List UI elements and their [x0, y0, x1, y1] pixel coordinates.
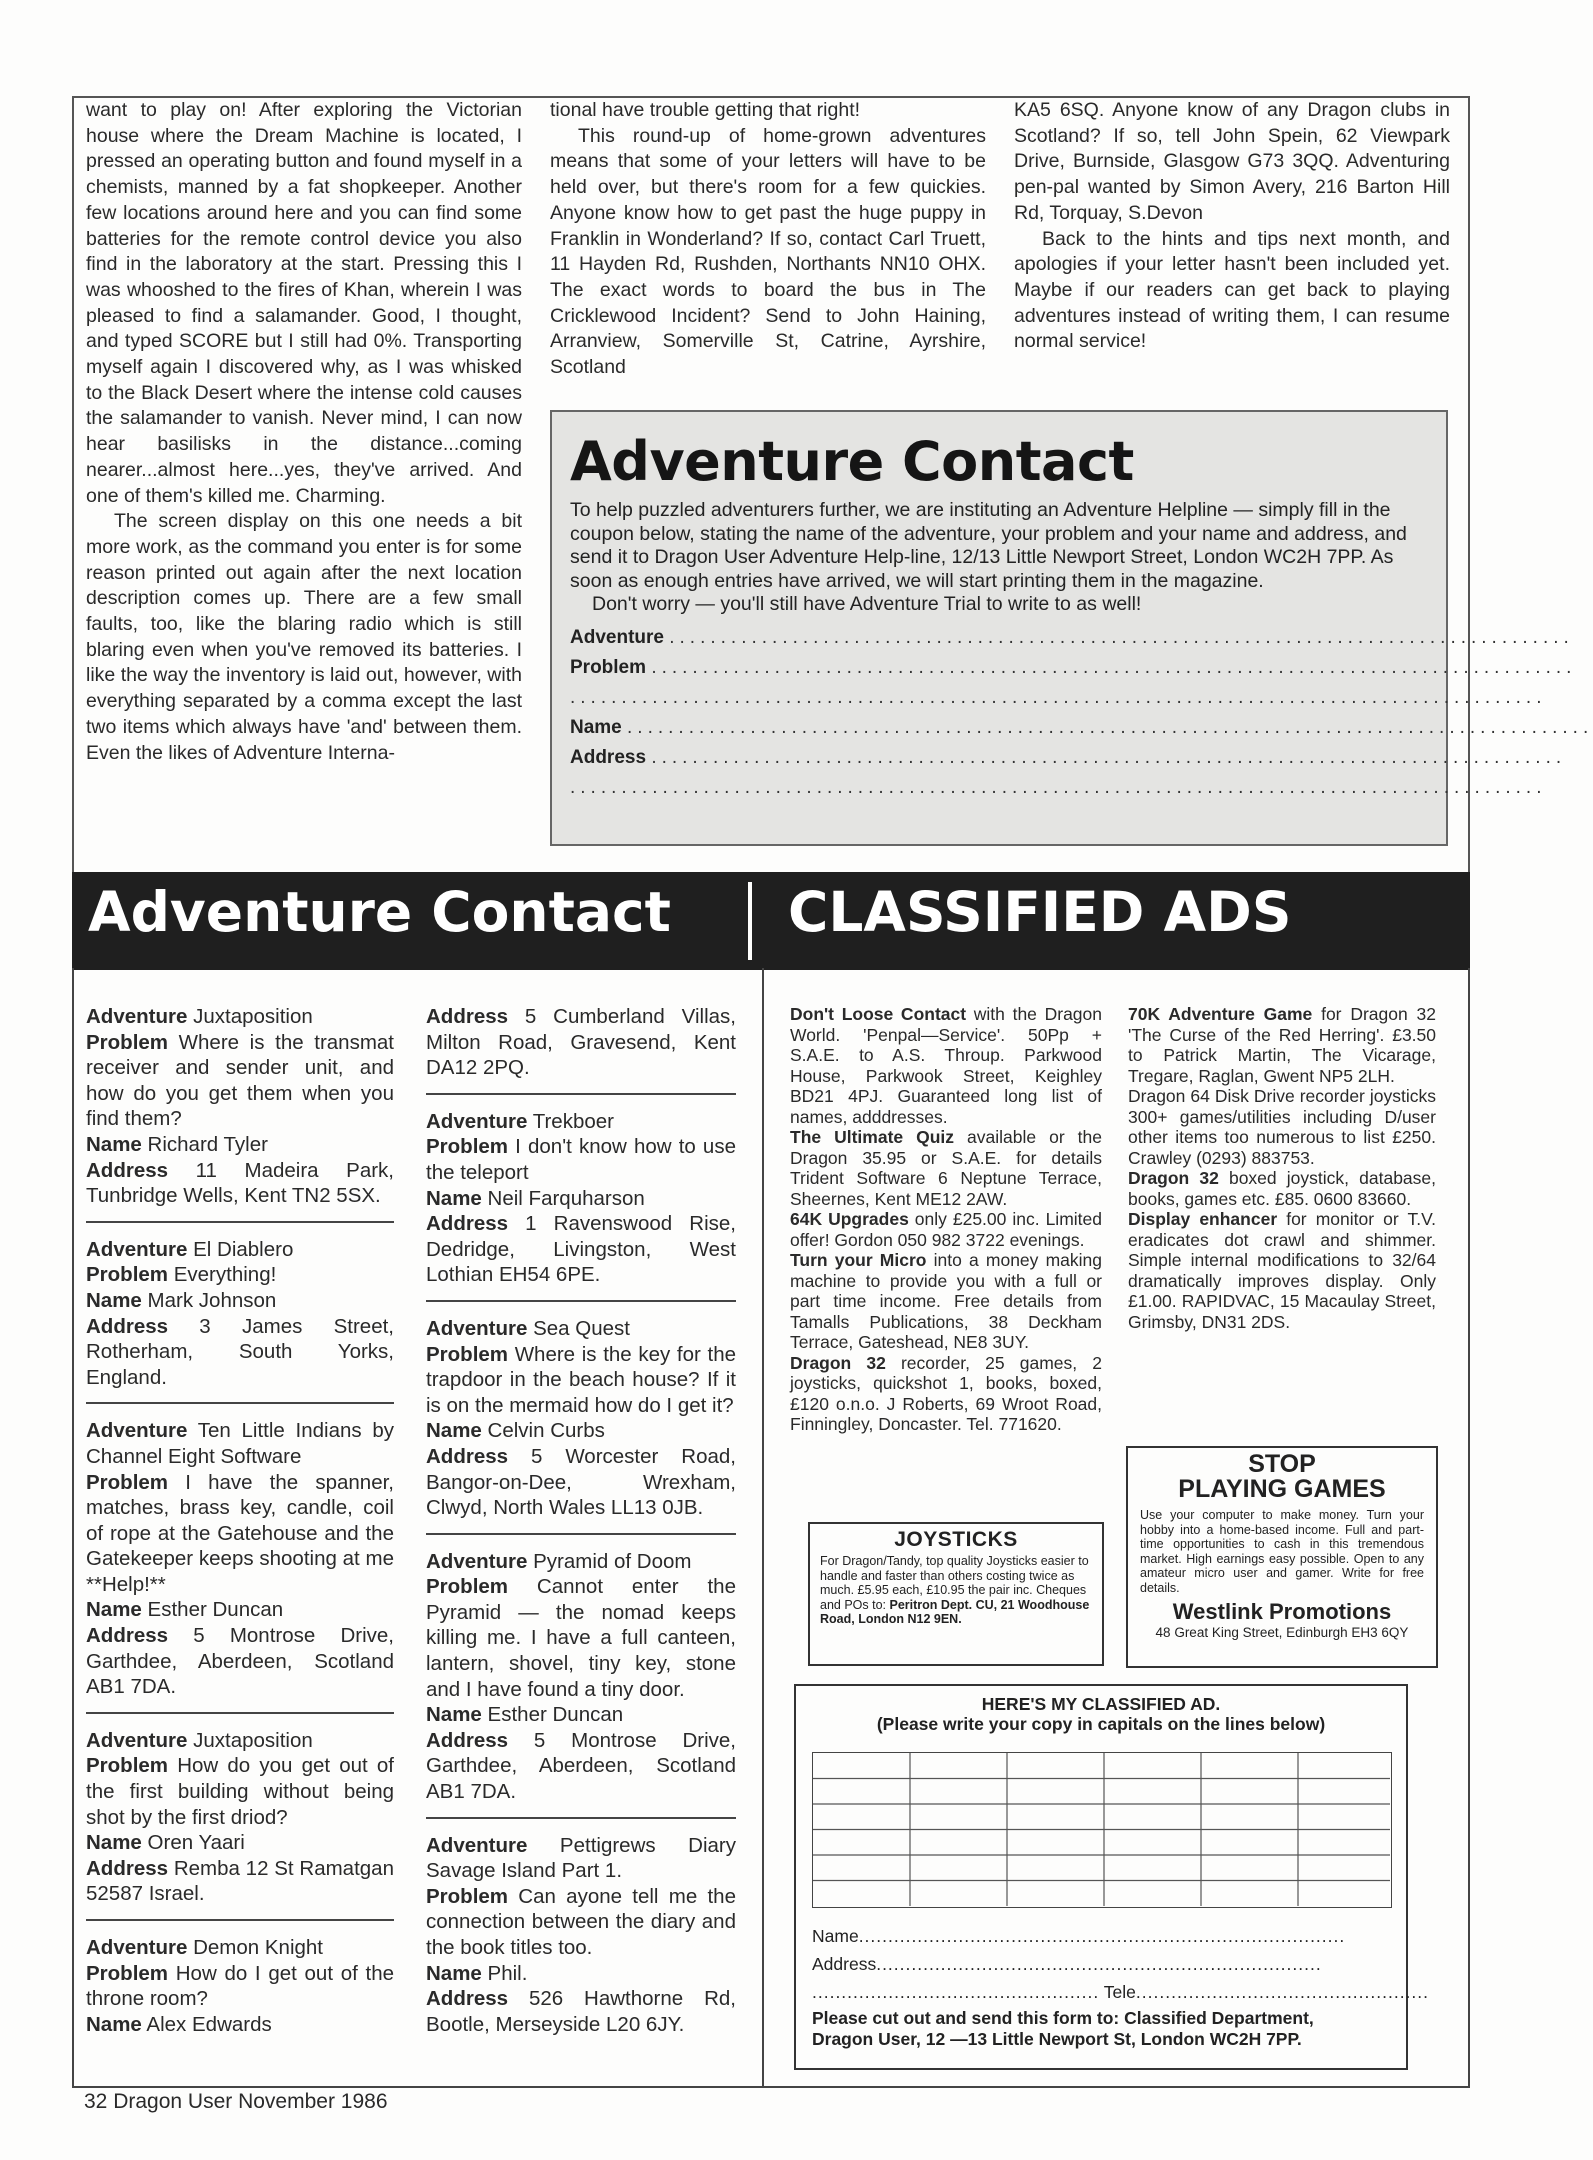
ad-copy-grid-lines — [813, 1753, 1390, 1906]
helpline-field-problem[interactable]: Problem .......................................................................................... — [570, 656, 1577, 678]
contact-address: Address 11 Madeira Park, Tunbridge Wells, Kent TN2 5SX. — [86, 1158, 394, 1208]
article-column-2 — [550, 98, 986, 381]
classified-ad: Dragon 32 recorder, 25 games, 2 joysticks, quickshot 1, books, boxed, £120 o.n.o. J Roberts, 69 Wroot Road, Finningley, Doncaster. Tel. 771620. — [790, 1352, 1102, 1434]
contact-address: Address 1 Ravenswood Rise, Dedridge, Livingston, West Lothian EH54 6PE. — [426, 1212, 737, 1287]
form-send-note: Please cut out and send this form to: Classified Department, Dragon User, 12 —13 Little Newport St, London WC2H 7PP. — [812, 2008, 1314, 2049]
contact-entry — [86, 1728, 394, 1907]
contact-address: Address 5 Cumberland Villas, Milton Road, Gravesend, Kent DA12 2PQ. — [426, 1005, 736, 1080]
contact-adventure: Adventure Ten Little Indians by Channel Eight Software — [86, 1419, 395, 1468]
contact-column-1 — [86, 1004, 394, 2037]
contact-problem: Problem Everything! — [86, 1263, 277, 1287]
entry-separator — [86, 1402, 394, 1404]
classifieds-column-2 — [1128, 1004, 1436, 1332]
stop-company: Westlink Promotions — [1172, 1599, 1392, 1624]
page-footer: 32 Dragon User November 1986 — [84, 2090, 388, 2113]
banner-classified-ads: CLASSIFIED ADS — [788, 880, 1292, 944]
contact-adventure: Adventure El Diablero — [86, 1237, 294, 1261]
contact-name: Name Phil. — [426, 1961, 528, 1985]
contact-entry — [86, 1237, 394, 1391]
contact-problem: Problem I have the spanner, matches, brass key, candle, coil of rope at the Gatehouse and the Gatekeeper keeps shooting at me **Help!** — [86, 1470, 394, 1596]
classified-ad: 64K Upgrades only £25.00 inc. Limited offer! Gordon 050 982 3722 evenings. — [790, 1209, 1102, 1250]
helpline-note: Don't worry — you'll still have Adventure Trial to write to as well! — [592, 593, 1142, 615]
contact-name: Name Alex Edwards — [86, 2012, 272, 2036]
contact-adventure: Adventure Sea Quest — [426, 1316, 630, 1340]
joysticks-ad — [808, 1522, 1104, 1666]
contact-entry — [426, 1549, 736, 1805]
stop-title: STOP — [1248, 1450, 1316, 1478]
contact-problem: Problem Where is the transmat receiver and sender unit, and how do you get them when you find them? — [86, 1030, 394, 1131]
stop-address: 48 Great King Street, Edinburgh EH3 6QY — [1155, 1625, 1409, 1640]
form-title: HERE'S MY CLASSIFIED AD. — [981, 1694, 1221, 1714]
contact-name: Name Mark Johnson — [86, 1288, 277, 1312]
classifieds-column-1 — [790, 1004, 1102, 1435]
article-paragraph: want to play on! After exploring the Victorian house where the Dream Machine is located, I pressed an operating button and found myself in a chemists, manned by a fat shopkeeper. Another few locations around here and you can find some batteries for the remote control device you also find in the laboratory at the start. Pressing this I was whooshed to the fires of Khan, wherein I was pleased to find a salamander. Good, I thought, and typed SCORE but I still had 0%. Transporting myself again I discovered why, as I was whisked to the Black Desert where the intense cold causes the salamander to vanish. Never mind, I can now hear basilisks in the distance...coming nearer...almost here...yes, they've arrived. And one of them's killed me. Charming. — [86, 99, 522, 507]
classified-ad: 70K Adventure Game for Dragon 32 'The Curse of the Red Herring'. £3.50 to Patrick Martin, The Vicarage, Tregare, Raglan, Gwent NP5 2LH. — [1128, 1004, 1436, 1086]
form-address-field[interactable]: Address............................................................................ — [812, 1954, 1322, 1974]
article-paragraph: tional have trouble getting that right! — [550, 99, 861, 121]
helpline-coupon — [550, 410, 1593, 846]
helpline-intro: To help puzzled adventurers further, we are instituting an Adventure Helpline — simply fill in the coupon below, stating the name of the adventure, your problem and your name and address, and send it to Dragon User Adventure Help-line, 12/13 Little Newport Street, London WC2H 7PP. As soon as enough entries have arrived, we will start printing them in the magazine. — [570, 499, 1407, 592]
contact-address: Address 3 James Street, Rotherham, South Yorks, England. — [86, 1314, 394, 1389]
classified-ad: Turn your Micro into a money making machine to provide you with a full or part time income. Free details from Tamalls Publications, 38 Deckham Terrace, Gateshead, NE8 3UY. — [790, 1250, 1102, 1352]
contact-entry — [86, 1004, 394, 1209]
entry-separator — [86, 1712, 394, 1714]
form-tele-field[interactable]: ................................................. Tele.................................................. — [812, 1982, 1430, 2002]
contact-name: Name Richard Tyler — [86, 1132, 268, 1156]
contact-adventure: Adventure Juxtaposition — [86, 1728, 313, 1752]
classified-ad: The Ultimate Quiz available or the Dragon 35.95 or S.A.E. for details Trident Software 6 Neptune Terrace, Sheernes, Kent ME12 2AW. — [790, 1127, 1102, 1209]
contact-problem: Problem Cannot enter the Pyramid — the nomad keeps killing me. I have a full canteen, lantern, shovel, tiny key, stone and I have found a tiny door. — [426, 1575, 736, 1701]
contact-adventure: Adventure Pettigrews Diary Savage Island Part 1. — [426, 1833, 736, 1883]
form-name-field[interactable]: Name................................................................................... — [812, 1926, 1346, 1946]
banner-adventure-contact: Adventure Contact — [88, 880, 671, 944]
contact-name: Name Celvin Curbs — [426, 1419, 605, 1443]
entry-separator — [426, 1300, 736, 1302]
contact-name: Name Esther Duncan — [426, 1703, 624, 1727]
joysticks-title: JOYSTICKS — [894, 1528, 1018, 1551]
column-divider — [762, 968, 764, 2088]
contact-problem: Problem How do you get out of the first building without being shot by the first driod? — [86, 1754, 394, 1829]
entry-separator — [86, 1221, 394, 1223]
contact-problem: Problem Can ayone tell me the connection between the diary and the book titles too. — [426, 1884, 736, 1959]
classified-ad: Dragon 64 Disk Drive recorder joysticks 300+ games/utilities including D/user other items too numerous to list £250. Crawley (0293) 883753. — [1128, 1086, 1436, 1168]
contact-address: Address 5 Montrose Drive, Garthdee, Aberdeen, Scotland AB1 7DA. — [426, 1728, 736, 1804]
contact-address: Address Remba 12 St Ramatgan 52587 Israel. — [86, 1856, 394, 1906]
contact-entry — [426, 1833, 736, 2038]
section-banner — [72, 872, 1470, 970]
classified-ad: Dragon 32 boxed joystick, database, books, games etc. £85. 0600 83660. — [1128, 1168, 1436, 1209]
entry-separator — [426, 1817, 736, 1819]
helpline-field-address-cont[interactable]: ............................................................................................... — [570, 776, 1547, 798]
contact-entry — [426, 1004, 736, 1081]
form-instructions: (Please write your copy in capitals on the lines below) — [876, 1714, 1326, 1734]
contact-adventure: Adventure Trekboer — [426, 1109, 614, 1133]
contact-address: Address 5 Worcester Road, Bangor-on-Dee, Wrexham, Clwyd, North Wales LL13 0JB. — [426, 1444, 737, 1520]
contact-column-2 — [426, 1004, 736, 2037]
article-paragraph: This round-up of home-grown adventures means that some of your letters will have to be held over, but there's room for a few quickies. Anyone know how to get past the huge puppy in Franklin in Wonderland? If so, contact Carl Truett, 11 Hayden Rd, Rushden, Northants NN10 OHX. The exact words to board the bus in The Cricklewood Incident? Send to John Haining, Arranview, Somerville St, Catrine, Ayrshire, Scotland — [550, 124, 986, 379]
entry-separator — [86, 1919, 394, 1921]
contact-entry — [86, 1418, 394, 1700]
article-paragraph: KA5 6SQ. Anyone know of any Dragon clubs in Scotland? If so, tell John Spein, 62 Viewpark Drive, Burnside, Glasgow G73 3QQ. Adventuring pen-pal wanted by Simon Avery, 216 Barton Hill Rd, Torquay, S.Devon — [1014, 99, 1450, 224]
contact-name: Name Esther Duncan — [86, 1598, 284, 1622]
contact-name: Name Oren Yaari — [86, 1831, 245, 1855]
contact-problem: Problem How do I get out of the throne room? — [86, 1961, 394, 2011]
stop-playing-games-ad — [1126, 1446, 1438, 1668]
ad-copy-grid[interactable] — [812, 1752, 1392, 1908]
article-paragraph: Back to the hints and tips next month, and apologies if your letter hasn't been included yet. Maybe if our readers can get back to playing adventures instead of writing them, I can resume normal service! — [1014, 227, 1450, 353]
helpline-field-adventure[interactable]: Adventure ........................................................................................ — [570, 626, 1574, 648]
contact-problem: Problem I don't know how to use the teleport — [426, 1135, 736, 1184]
contact-address: Address 526 Hawthorne Rd, Bootle, Merseyside L20 6JY. — [426, 1987, 736, 2036]
helpline-field-address[interactable]: Address ......................................................................................... — [570, 746, 1567, 768]
contact-entry — [426, 1109, 736, 1288]
contact-name: Name Neil Farquharson — [426, 1186, 645, 1210]
contact-entry — [426, 1316, 736, 1521]
article-column-1 — [86, 98, 522, 766]
helpline-field-name[interactable]: Name .............................................................................................. — [570, 716, 1593, 738]
contact-adventure: Adventure Pyramid of Doom — [426, 1549, 692, 1573]
stop-body: Use your computer to make money. Turn your hobby into a home-based income. Full and part-time opportunities to cash in this tremendous market. High earnings easy possible. Open to any amateur micro user and gamer. Write for free details. — [1140, 1508, 1424, 1595]
classified-ad-form — [794, 1684, 1430, 2070]
contact-adventure: Adventure Demon Knight — [86, 1936, 324, 1959]
stop-subtitle: PLAYING GAMES — [1178, 1475, 1386, 1503]
helpline-title: Adventure Contact — [570, 430, 1134, 493]
contact-address: Address 5 Montrose Drive, Garthdee, Aberdeen, Scotland AB1 7DA. — [86, 1624, 395, 1699]
joysticks-body: For Dragon/Tandy, top quality Joysticks easier to handle and faster than others costing twice as much. £5.95 each, £10.95 the pair inc. Cheques and POs to: Peritron Dept. CU, 21 Woodhouse Road, London N12 9EN. — [820, 1554, 1090, 1626]
contact-entry — [86, 1935, 394, 2037]
contact-problem: Problem Where is the key for the trapdoor in the beach house? If it is on the mermaid how do I get it? — [426, 1342, 737, 1417]
article-column-3 — [1014, 98, 1450, 355]
contact-adventure: Adventure Juxtaposition — [86, 1005, 313, 1028]
classified-ad: Don't Loose Contact with the Dragon World. 'Penpal—Service'. 50Pp + S.A.E. to A.S. Throup. Parkwood House, Parkwook Street, Keighley BD21 4PJ. Guaranteed long list of names, adddresses. — [790, 1004, 1103, 1127]
banner-divider — [748, 882, 752, 960]
entry-separator — [426, 1533, 736, 1535]
entry-separator — [426, 1093, 736, 1095]
helpline-field-problem-cont[interactable]: ............................................................................................... — [570, 686, 1547, 708]
classified-ad: Display enhancer for monitor or T.V. eradicates dot crawl and shimmer. Simple internal modifications to 32/64 dramatically improves display. Only £1.00. RAPIDVAC, 15 Macaulay Street, Grimsby, DN31 2DS. — [1128, 1209, 1436, 1332]
article-paragraph: The screen display on this one needs a bit more work, as the command you enter is for some reason printed out again after the next location description comes up. There are a few small faults, too, like the blaring radio which is still blaring even when you've removed its batteries. I like the way the inventory is laid out, however, with everything separated by a comma except the last two items which always have 'and' between them. Even the likes of Adventure Interna- — [86, 510, 522, 764]
